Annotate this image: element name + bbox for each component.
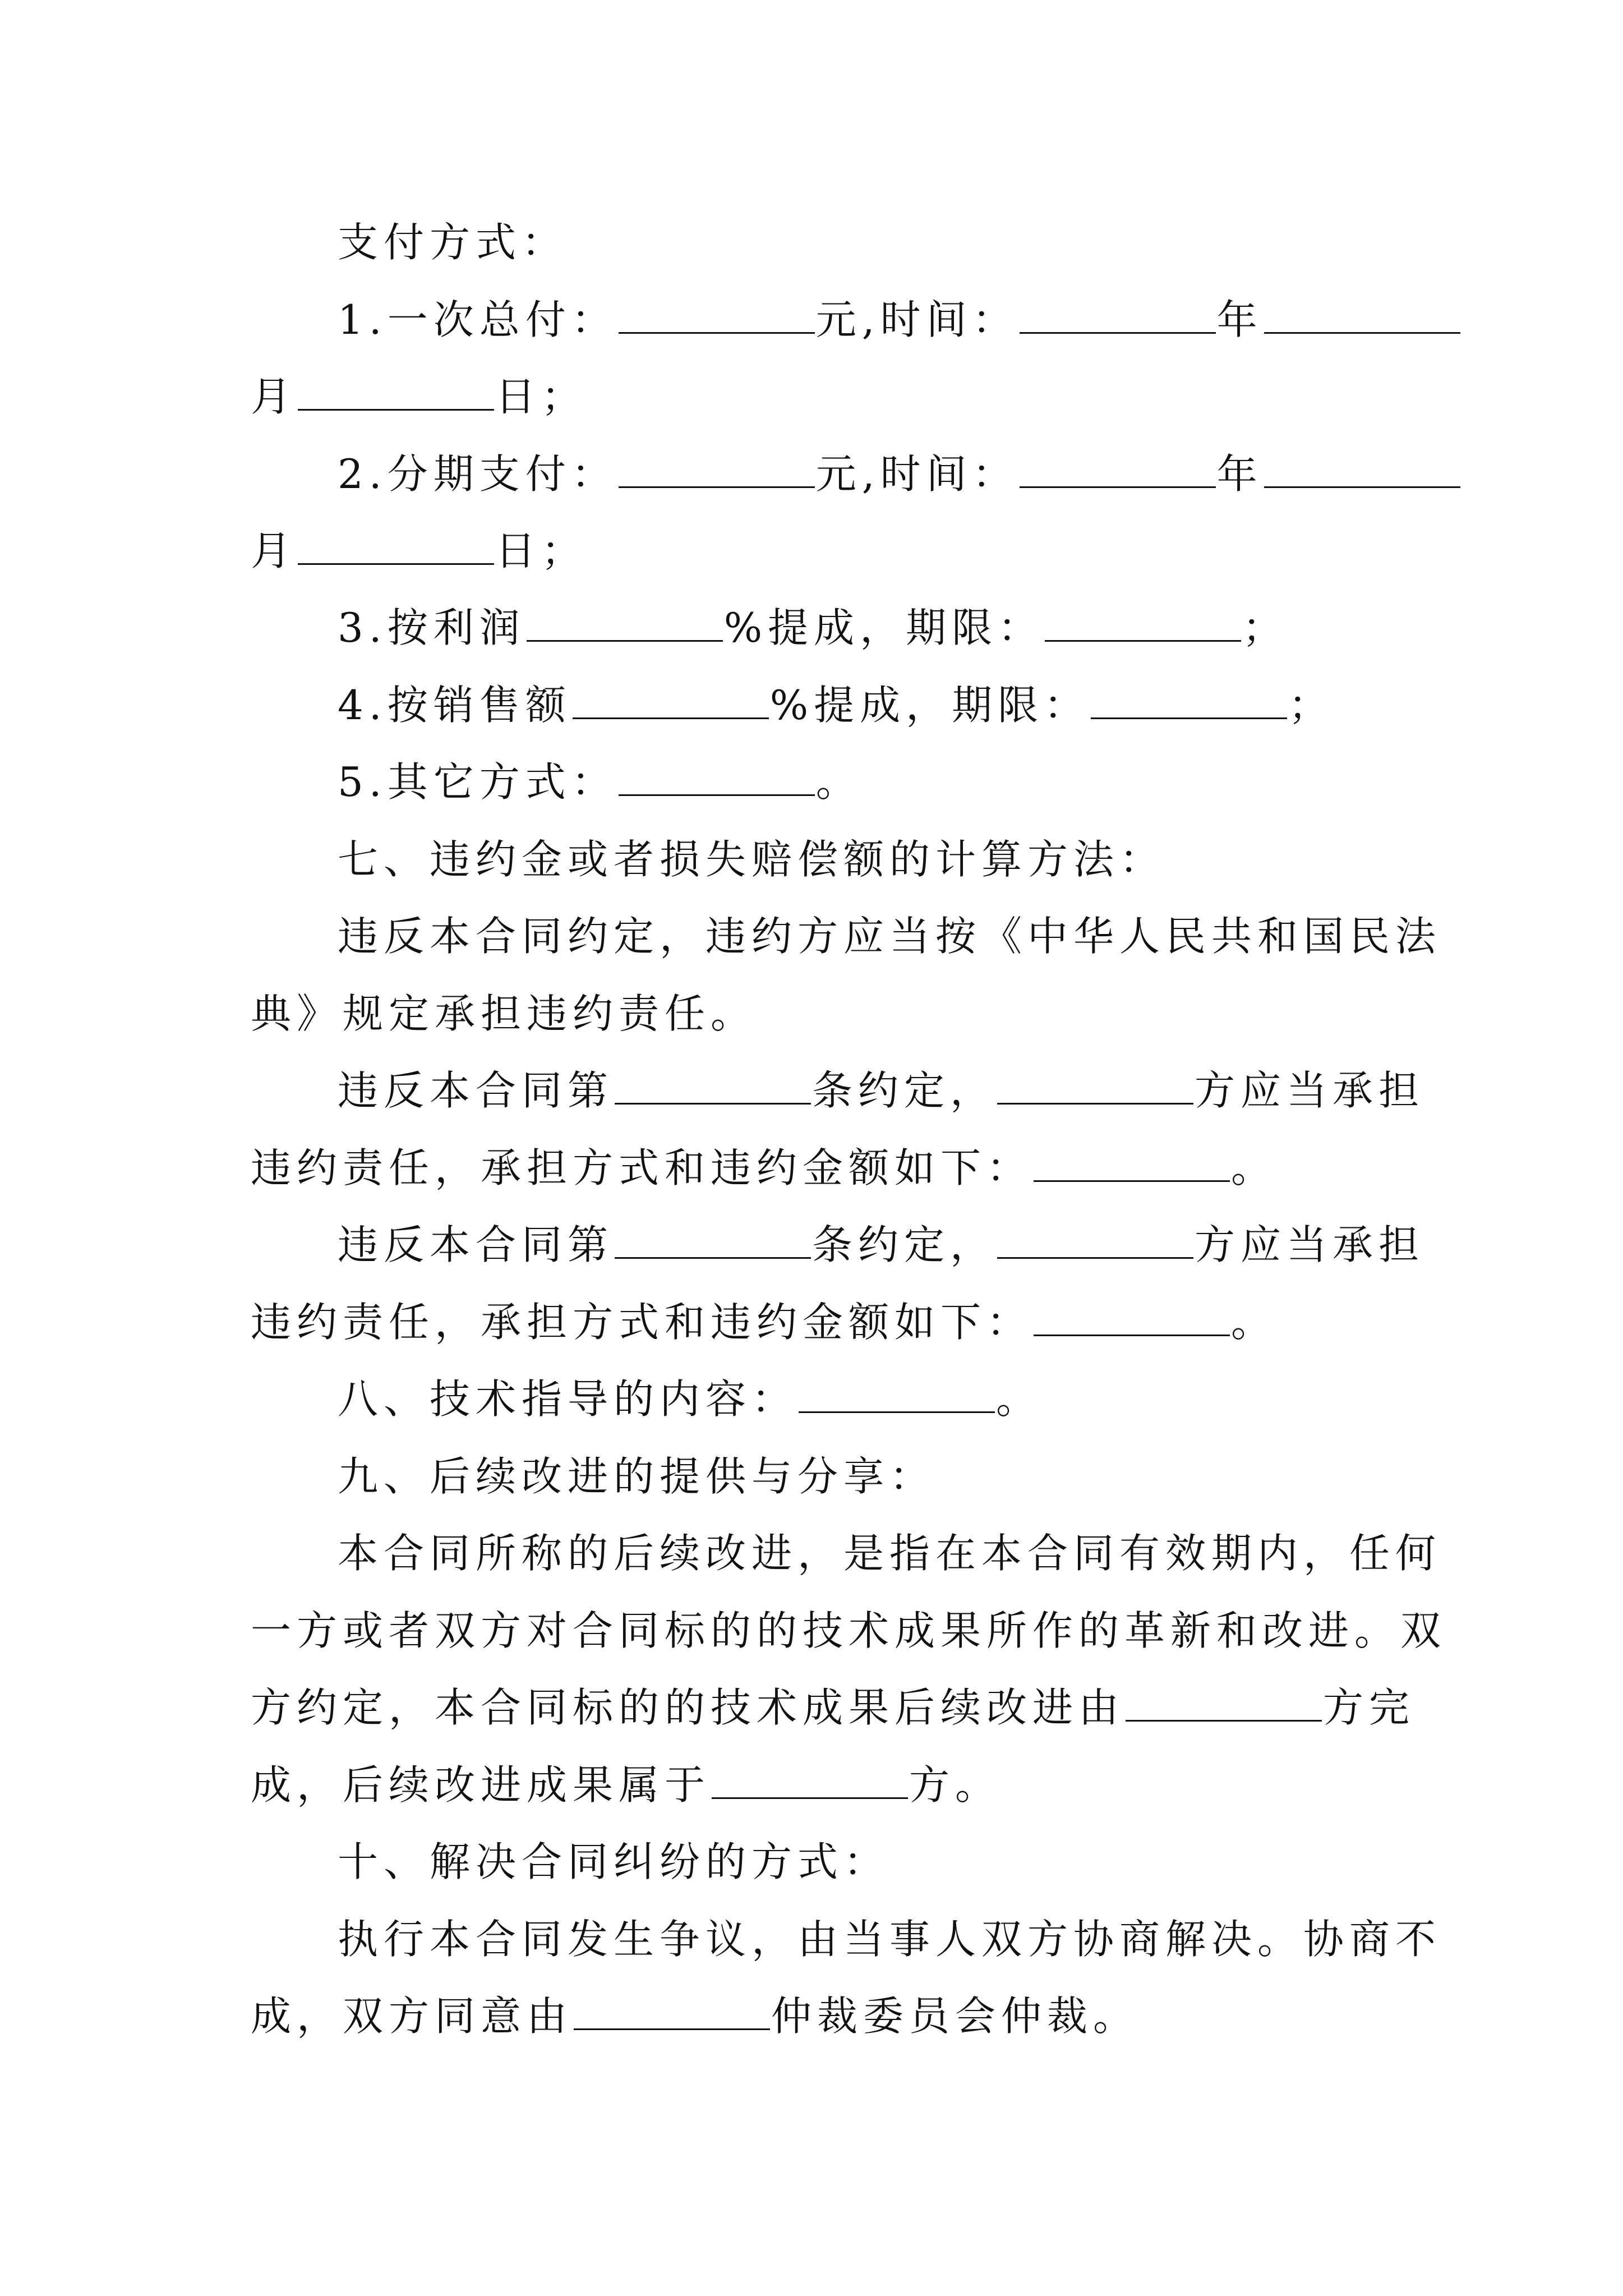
fill-blank[interactable] [573, 683, 769, 719]
fill-blank[interactable] [1045, 605, 1241, 642]
section-7-general-line-2: 典》规定承担违约责任。 [251, 990, 757, 1037]
section-7-breach-2-line-2: 违约责任，承担方式和违约金额如下： 。 [251, 1299, 1278, 1346]
section-7-breach-1-line-1: 违反本合同第 条约定， 方应当承担 [338, 1067, 1425, 1114]
fill-blank[interactable] [1034, 1300, 1230, 1336]
fill-blank[interactable] [1264, 452, 1460, 488]
payment-method-heading: 支付方式： [338, 219, 568, 266]
fill-blank[interactable] [997, 1068, 1193, 1105]
payment-option-4: 4.按销售额 %提成，期限： ； [338, 682, 1335, 729]
fill-blank[interactable] [619, 297, 815, 334]
fill-blank[interactable] [527, 605, 723, 642]
section-9-body-line-3: 方约定，本合同标的的技术成果后续改进由 方完 [251, 1684, 1415, 1731]
fill-blank[interactable] [619, 760, 815, 796]
fill-blank[interactable] [298, 374, 494, 411]
fill-blank[interactable] [619, 452, 815, 488]
fill-blank[interactable] [799, 1377, 995, 1413]
fill-blank[interactable] [1091, 683, 1287, 719]
fill-blank[interactable] [1034, 1145, 1230, 1182]
section-9-body-line-2: 一方或者双方对合同标的的技术成果所作的革新和改进。双 [251, 1607, 1447, 1654]
fill-blank[interactable] [615, 1222, 811, 1259]
section-9-heading: 九、后续改进的提供与分享： [338, 1453, 936, 1500]
section-7-breach-2-line-1: 违反本合同第 条约定， 方应当承担 [338, 1221, 1425, 1268]
fill-blank[interactable] [1264, 297, 1460, 334]
fill-blank[interactable] [1020, 297, 1216, 334]
section-10-heading: 十、解决合同纠纷的方式： [338, 1838, 890, 1885]
payment-option-3: 3.按利润 %提成，期限： ； [338, 604, 1289, 651]
payment-option-1-line-1: 1.一次总付： 元,时间： 年 [338, 292, 1395, 348]
fill-blank[interactable] [615, 1068, 811, 1105]
payment-option-5: 5.其它方式： 。 [338, 758, 862, 806]
section-7-breach-1-line-2: 违约责任，承担方式和违约金额如下： 。 [251, 1144, 1278, 1191]
section-10-body-line-1: 执行本合同发生争议，由当事人双方协商解决。协商不 [338, 1916, 1442, 1963]
section-7-general-line-1: 违反本合同约定，违约方应当按《中华人民共和国民法 [338, 913, 1442, 960]
section-9-body-line-1: 本合同所称的后续改进，是指在本合同有效期内，任何 [338, 1530, 1442, 1577]
payment-option-2-line-1: 2.分期支付： 元,时间： 年 [338, 446, 1395, 502]
fill-blank[interactable] [712, 1763, 908, 1799]
payment-option-1-line-2: 月 日； [251, 373, 588, 420]
fill-blank[interactable] [997, 1222, 1193, 1259]
fill-blank[interactable] [1020, 452, 1216, 488]
fill-blank[interactable] [298, 528, 494, 565]
section-7-heading: 七、违约金或者损失赔偿额的计算方法： [338, 836, 1166, 883]
section-9-body-line-4: 成，后续改进成果属于 方。 [251, 1761, 1002, 1809]
section-8: 八、技术指导的内容： 。 [338, 1375, 1043, 1423]
fill-blank[interactable] [1126, 1685, 1322, 1722]
fill-blank[interactable] [574, 1994, 770, 2030]
payment-option-2-line-2: 月 日； [251, 527, 588, 574]
section-10-body-line-2: 成，双方同意由 仲裁委员会仲裁。 [251, 1993, 1140, 2040]
